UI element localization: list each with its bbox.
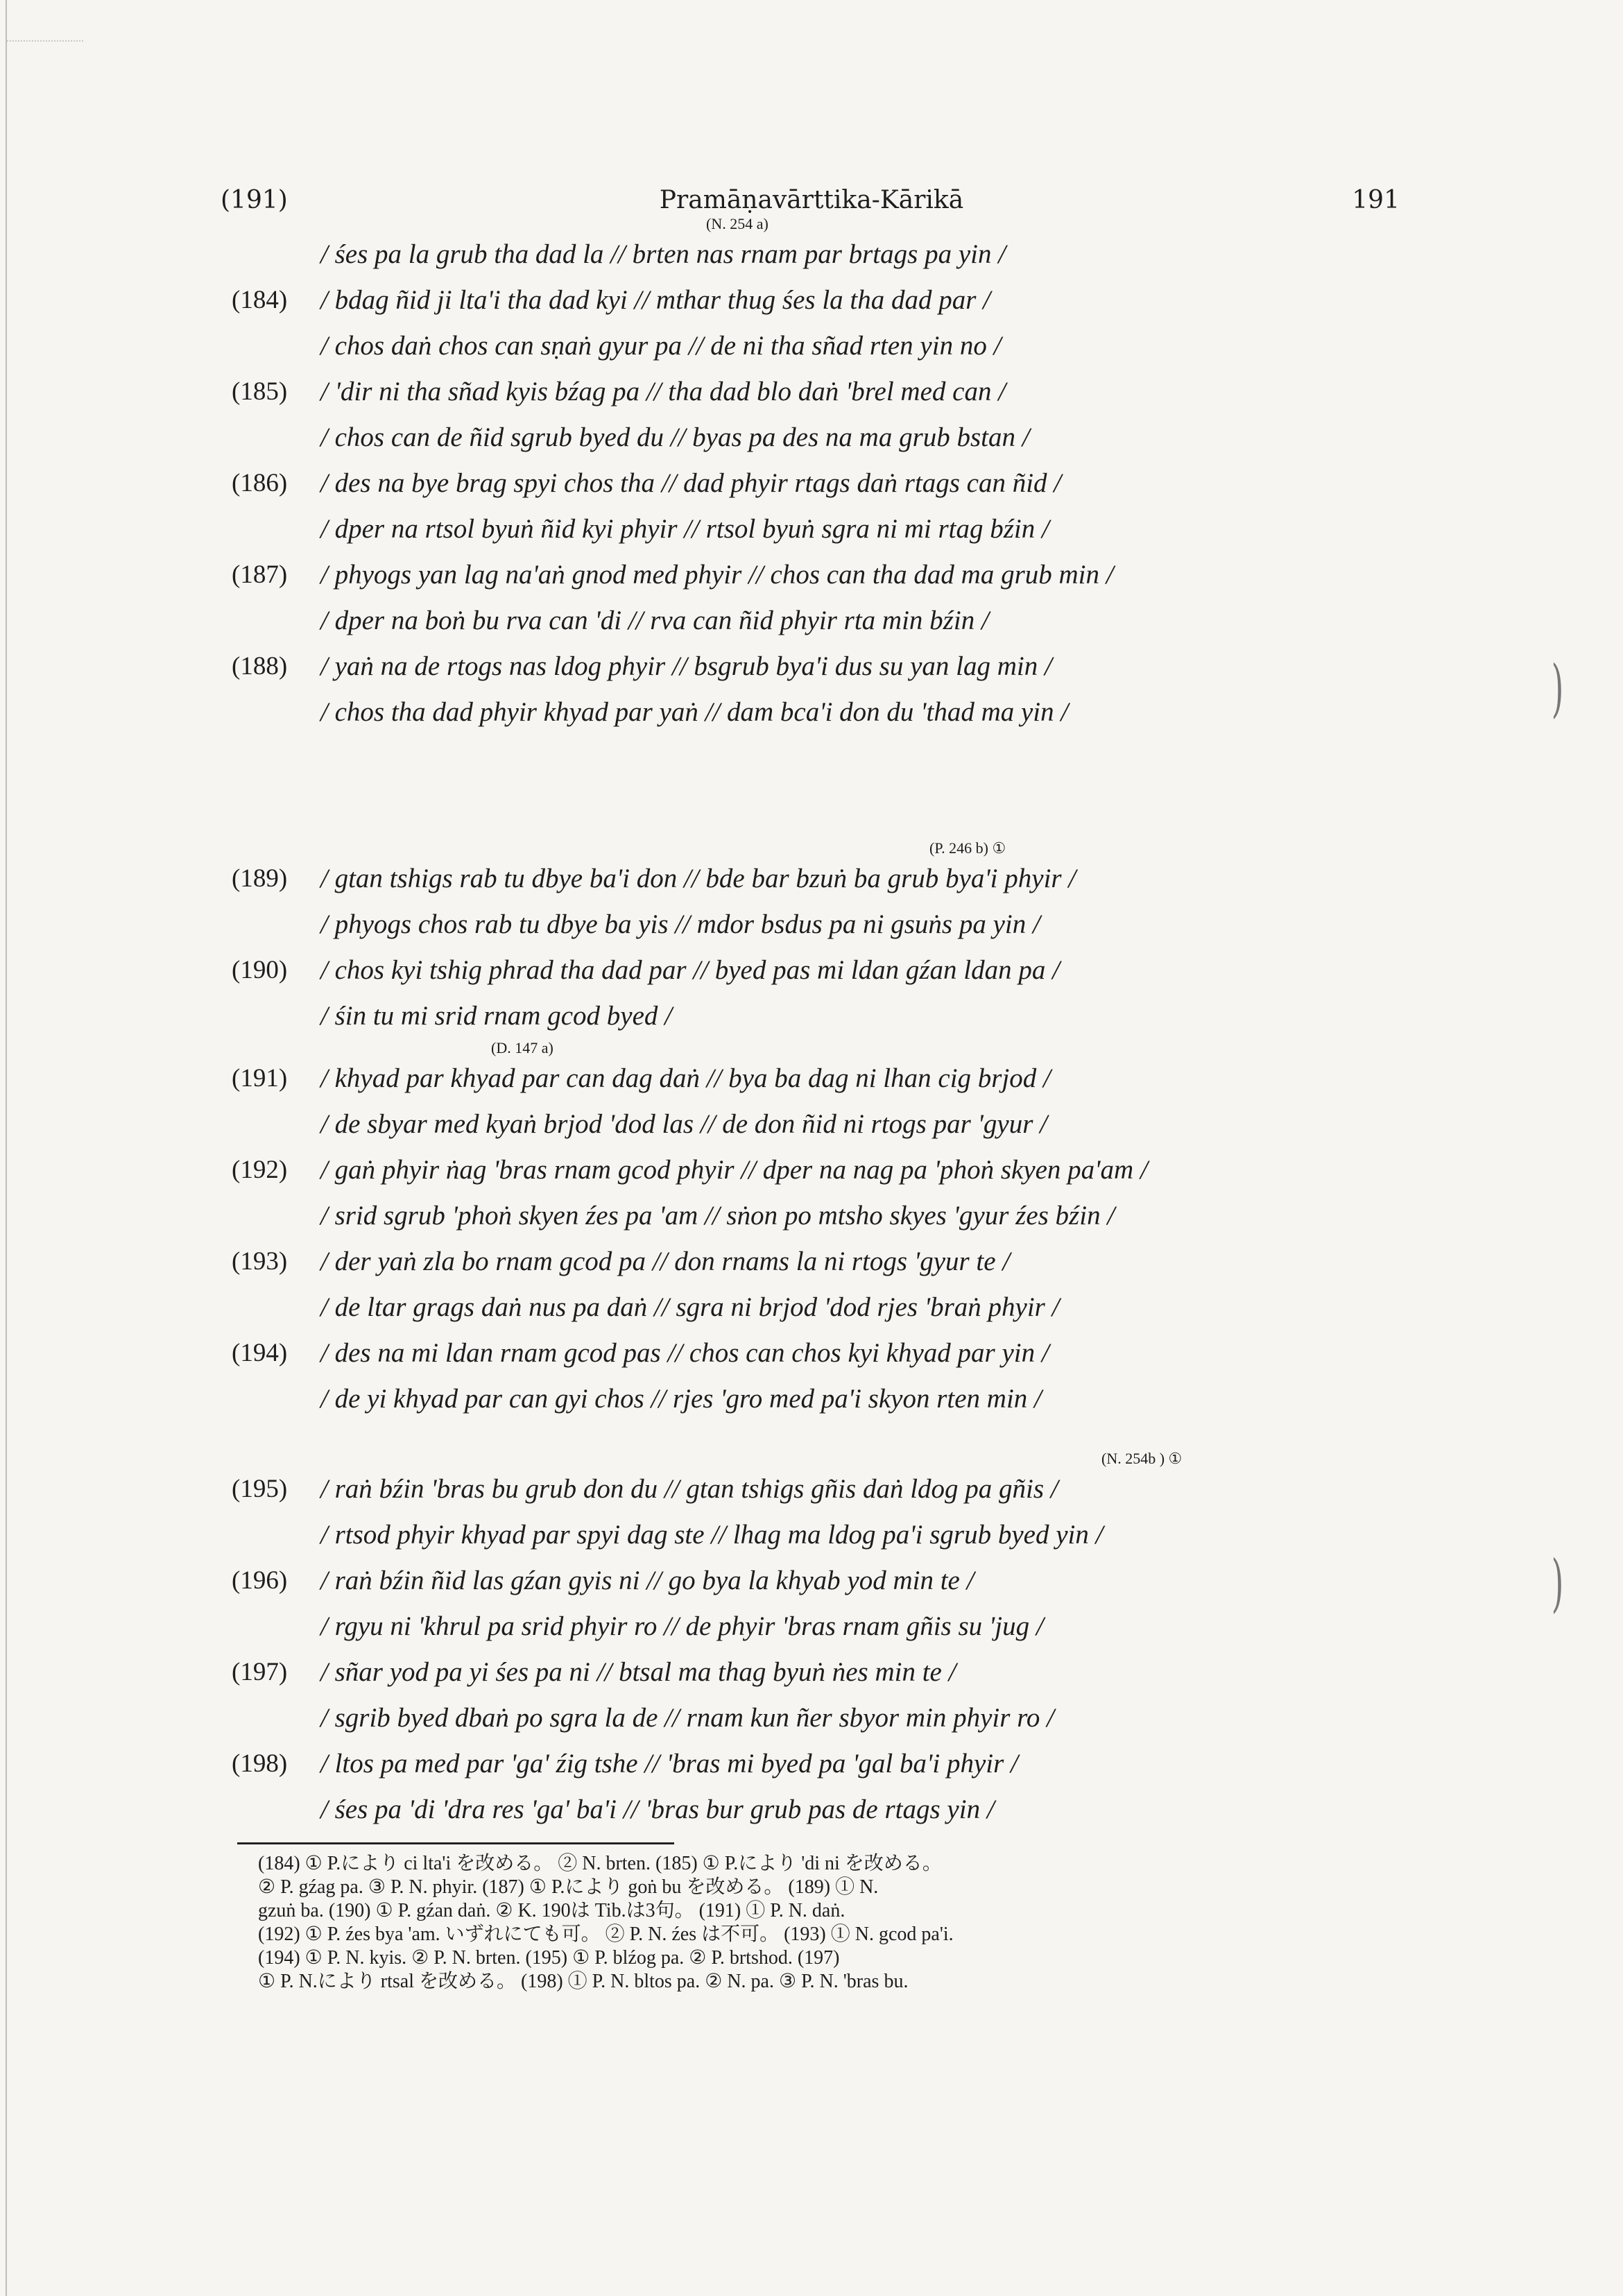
verse-line: [0, 232, 1623, 277]
footnote-line: ② P. gźag pa. ③ P. N. phyir. (187) ① P.により goṅ bu を改める。 (189) ① N.: [258, 1876, 879, 1898]
verse-line: [0, 689, 1623, 735]
verse-line: [0, 1102, 1623, 1147]
verse-text: / chos tha dad phyir khyad par yaṅ // dam bca'i don du 'thad ma yin /: [320, 697, 1069, 727]
verse-number: (192): [232, 1156, 288, 1184]
verse-line: [0, 1376, 1623, 1422]
verse-line: [0, 1056, 1623, 1102]
verse-line: [0, 1650, 1623, 1695]
verse-text: / khyad par khyad par can dag daṅ // bya ba dag ni lhan cig brjod /: [320, 1063, 1051, 1093]
edition-ref: (P. 246 b) ①: [929, 839, 1006, 857]
verse-text: / yaṅ na de rtogs nas ldog phyir // bsgrub bya'i dus su yan lag min /: [320, 651, 1052, 681]
verse-text: / chos kyi tshig phrad tha dad par // byed pas mi ldan gźan ldan pa /: [320, 955, 1060, 985]
verse-line: [0, 1330, 1623, 1376]
verse-number: (184): [232, 286, 288, 314]
verse-number: (185): [232, 377, 288, 406]
verse-block-d: [0, 1466, 1623, 1833]
verse-text: / sgrib byed dbaṅ po sgra la de // rnam kun ñer sbyor min phyir ro /: [320, 1703, 1055, 1733]
verse-text: / srid sgrub 'phoṅ skyen źes pa 'am // sṅon po mtsho skyes 'gyur źes bźin /: [320, 1201, 1115, 1231]
verse-text: / bdag ñid ji lta'i tha dad kyi // mthar thug śes la tha dad par /: [320, 285, 991, 315]
verse-text: / chos can de ñid sgrub byed du // byas pa des na ma grub bstan /: [320, 422, 1030, 452]
verse-text: / raṅ bźin ñid las gźan gyis ni // go bya la khyab yod min te /: [320, 1566, 974, 1595]
verse-block-c: [0, 1056, 1623, 1422]
verse-line: [0, 1741, 1623, 1787]
verse-text: / ltos pa med par 'ga' źig tshe // 'bras mi byed pa 'gal ba'i phyir /: [320, 1749, 1018, 1779]
verse-line: [0, 1193, 1623, 1239]
verse-line: [0, 644, 1623, 689]
verse-line: [0, 856, 1623, 902]
verse-line: [0, 948, 1623, 993]
verse-text: / de yi khyad par can gyi chos // rjes 'gro med pa'i skyon rten min /: [320, 1384, 1042, 1414]
verse-line: [0, 1558, 1623, 1604]
verse-line: [0, 1787, 1623, 1833]
verse-number: (195): [232, 1475, 288, 1503]
footnote-rule: [237, 1842, 674, 1844]
verse-line: [0, 1239, 1623, 1285]
verse-line: [0, 277, 1623, 323]
footnotes: [258, 1852, 1437, 1994]
scan-tick: [7, 40, 83, 43]
verse-number: (191): [232, 1064, 288, 1093]
verse-text: / raṅ bźin 'bras bu grub don du // gtan tshigs gñis daṅ ldog pa gñis /: [320, 1474, 1058, 1504]
verse-text: / rgyu ni 'khrul pa srid phyir ro // de phyir 'bras rnam gñis su 'jug /: [320, 1611, 1044, 1641]
edition-ref: (N. 254b ) ①: [1101, 1450, 1183, 1467]
footnote-line: ① P. N.により rtsal を改める。 (198) ① P. N. bltos pa. ② N. pa. ③ P. N. 'bras bu.: [258, 1971, 909, 1992]
margin-bracket-bottom: ): [1551, 1547, 1564, 1620]
verse-text: / śin tu mi srid rnam gcod byed /: [320, 1001, 672, 1031]
verse-number: (193): [232, 1247, 288, 1276]
verse-line: [0, 323, 1623, 369]
verse-line: [0, 993, 1623, 1039]
verse-text: / gtan tshigs rab tu dbye ba'i don // bde bar bzuṅ ba grub bya'i phyir /: [320, 864, 1076, 893]
header-left-number: (191): [221, 186, 288, 214]
verse-text: / de ltar grags daṅ nus pa daṅ // sgra ni brjod 'dod rjes 'braṅ phyir /: [320, 1292, 1060, 1322]
margin-bracket-top: ): [1551, 652, 1564, 725]
verse-line: [0, 369, 1623, 415]
edition-ref: (D. 147 a): [491, 1039, 553, 1056]
verse-block-a: [0, 232, 1623, 735]
verse-text: / de sbyar med kyaṅ brjod 'dod las // de don ñid ni rtogs par 'gyur /: [320, 1109, 1047, 1139]
verse-line: [0, 1285, 1623, 1330]
footnote-line: (184) ① P.により ci lta'i を改める。 ② N. brten. (185) ① P.により 'di ni を改める。: [258, 1853, 942, 1874]
verse-line: [0, 1147, 1623, 1193]
verse-line: [0, 552, 1623, 598]
verse-line: [0, 598, 1623, 644]
verse-block-b: [0, 856, 1623, 1039]
verse-text: / phyogs yan lag na'aṅ gnod med phyir // chos can tha dad ma grub min /: [320, 560, 1114, 590]
verse-line: [0, 902, 1623, 948]
verse-line: [0, 1604, 1623, 1650]
verse-text: / dper na boṅ bu rva can 'di // rva can ñid phyir rta min bźin /: [320, 606, 989, 635]
verse-number: (188): [232, 652, 288, 680]
footnote-line: (192) ① P. źes bya 'am. いずれにても可。 ② P. N. źes は不可。 (193) ① N. gcod pa'i.: [258, 1924, 954, 1945]
verse-line: [0, 415, 1623, 461]
verse-text: / sñar yod pa yi śes pa ni // btsal ma thag byuṅ ṅes min te /: [320, 1657, 956, 1687]
verse-number: (197): [232, 1658, 288, 1686]
verse-text: / chos daṅ chos can sṇaṅ gyur pa // de ni tha sñad rten yin no /: [320, 331, 1002, 361]
edition-ref: (N. 254 a): [706, 215, 768, 232]
verse-text: / rtsod phyir khyad par spyi dag ste // lhag ma ldog pa'i sgrub byed yin /: [320, 1520, 1104, 1550]
verse-number: (187): [232, 560, 288, 589]
verse-number: (189): [232, 864, 288, 893]
verse-section: [0, 215, 1623, 1833]
page-number: 191: [1352, 186, 1400, 214]
verse-line: [0, 506, 1623, 552]
verse-number: (194): [232, 1339, 288, 1367]
footnote-line: gzuṅ ba. (190) ① P. gźan daṅ. ② K. 190は Tib.は3句。 (191) ① P. N. daṅ.: [258, 1900, 845, 1921]
verse-number: (196): [232, 1566, 288, 1595]
verse-text: / des na bye brag spyi chos tha // dad phyir rtags daṅ rtags can ñid /: [320, 468, 1062, 498]
verse-text: / 'dir ni tha sñad kyis bźag pa // tha dad blo daṅ 'brel med can /: [320, 377, 1006, 406]
verse-text: / śes pa 'di 'dra res 'ga' ba'i // 'bras bur grub pas de rtags yin /: [320, 1794, 995, 1824]
verse-line: [0, 1466, 1623, 1512]
footnote-line: (194) ① P. N. kyis. ② P. N. brten. (195) ① P. blźog pa. ② P. brtshod. (197): [258, 1947, 840, 1969]
verse-line: [0, 461, 1623, 506]
verse-line: [0, 1512, 1623, 1558]
verse-text: / dper na rtsol byuṅ ñid kyi phyir // rtsol byuṅ sgra ni mi rtag bźin /: [320, 514, 1049, 544]
verse-line: [0, 1695, 1623, 1741]
verse-text: / des na mi ldan rnam gcod pas // chos can chos kyi khyad par yin /: [320, 1338, 1049, 1368]
page-title: Pramāṇavārttika-Kārikā: [659, 186, 964, 214]
verse-text: / śes pa la grub tha dad la // brten nas rnam par brtags pa yin /: [320, 239, 1006, 269]
verse-number: (198): [232, 1749, 288, 1778]
verse-text: / der yaṅ zla bo rnam gcod pa // don rnams la ni rtogs 'gyur te /: [320, 1246, 1011, 1276]
verse-number: (186): [232, 469, 288, 497]
verse-text: / phyogs chos rab tu dbye ba yis // mdor bsdus pa ni gsuṅs pa yin /: [320, 909, 1040, 939]
verse-number: (190): [232, 956, 288, 984]
verse-text: / gaṅ phyir ṅag 'bras rnam gcod phyir // dper na nag pa 'phoṅ skyen pa'am /: [320, 1155, 1148, 1185]
